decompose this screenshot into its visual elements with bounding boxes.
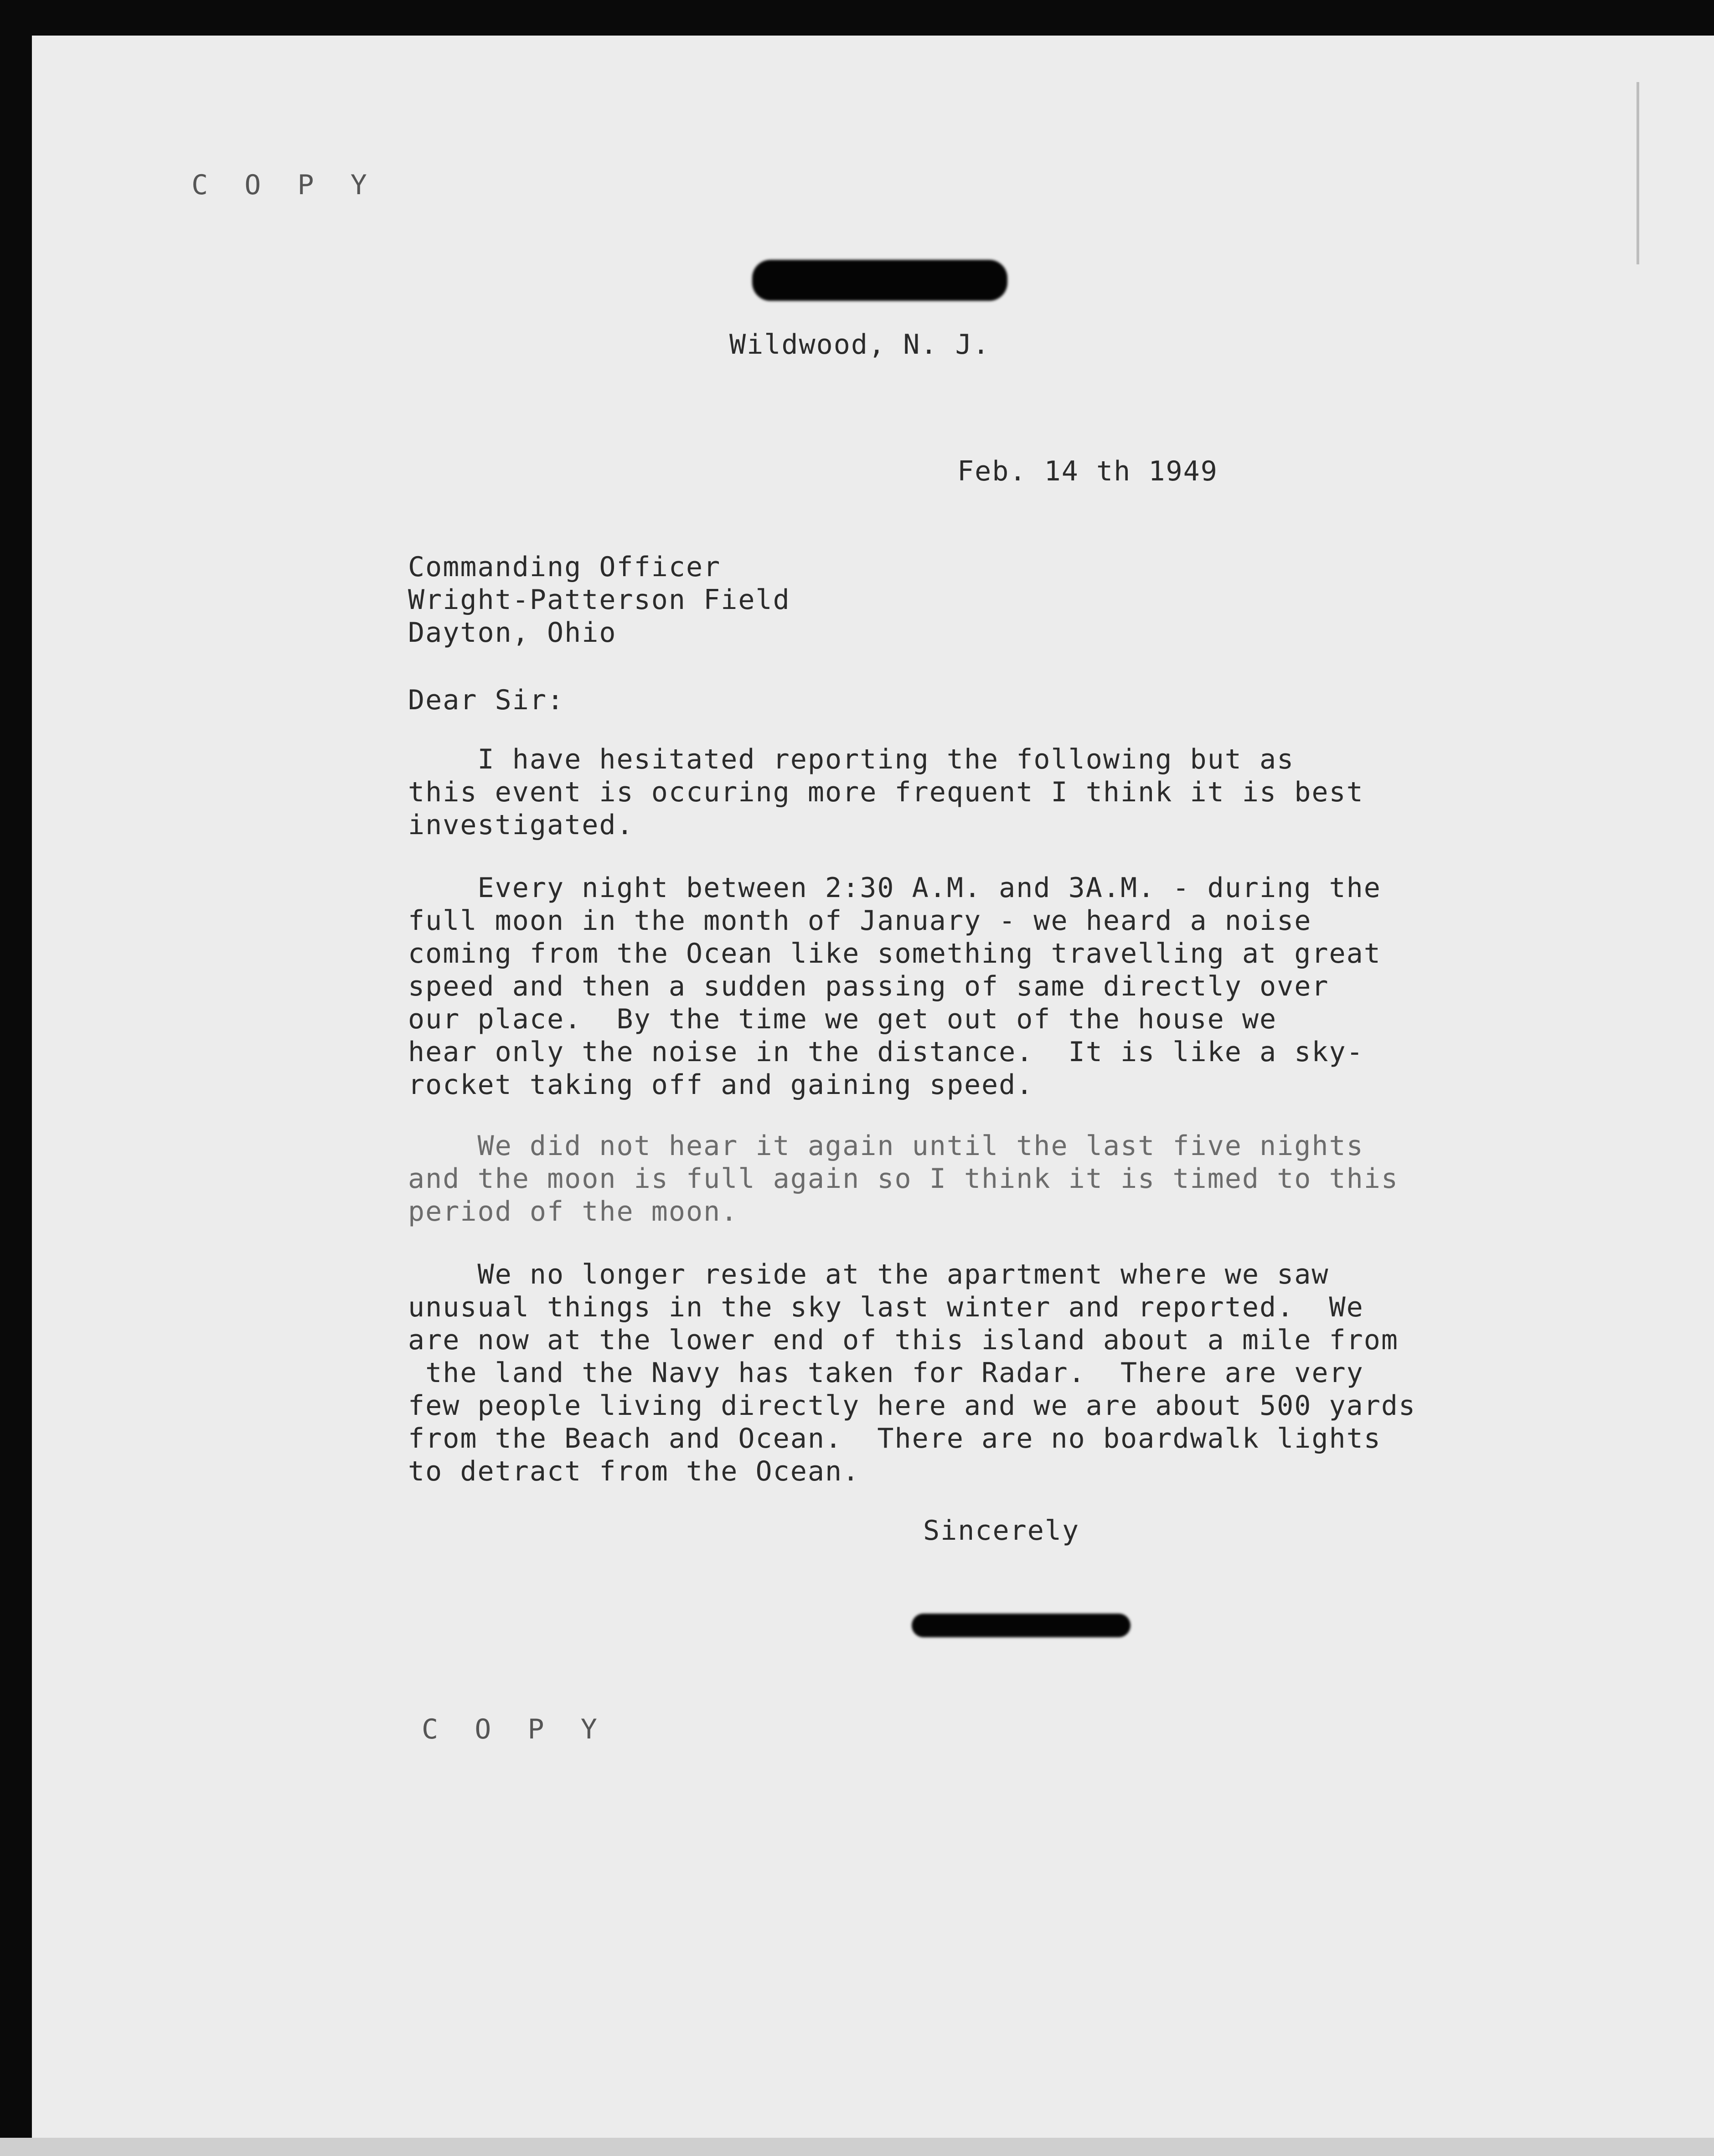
recipient-line-1: Commanding Officer: [408, 551, 721, 583]
paragraph-3-line-2: and the moon is full again so I think it is timed to this: [408, 1163, 1399, 1195]
paragraph-2-line-4: speed and then a sudden passing of same directly over: [408, 970, 1329, 1002]
recipient-line-3: Dayton, Ohio: [408, 617, 617, 649]
paragraph-2-line-2: full moon in the month of January - we heard a noise: [408, 905, 1312, 937]
paragraph-3-line-1: We did not hear it again until the last five nights: [408, 1130, 1364, 1162]
scan-artifact-line: [1637, 82, 1639, 264]
film-border-bottom: [0, 2138, 1714, 2156]
paragraph-4-line-1: We no longer reside at the apartment where we saw: [408, 1259, 1329, 1290]
sender-city: Wildwood, N. J.: [729, 329, 990, 361]
closing: Sincerely: [923, 1515, 1080, 1547]
paragraph-4-line-4: the land the Navy has taken for Radar. There are very: [408, 1357, 1364, 1389]
redacted-signature: [912, 1614, 1131, 1637]
paragraph-2-line-6: hear only the noise in the distance. It is like a sky-: [408, 1036, 1364, 1068]
paragraph-2-line-1: Every night between 2:30 A.M. and 3A.M. - during the: [408, 872, 1381, 904]
paragraph-2-line-3: coming from the Ocean like something travelling at great: [408, 938, 1381, 970]
paragraph-1-line-2: this event is occuring more frequent I think it is best: [408, 776, 1364, 808]
paragraph-1-line-3: investigated.: [408, 809, 634, 841]
letter-date: Feb. 14 th 1949: [957, 455, 1218, 487]
paragraph-4-line-6: from the Beach and Ocean. There are no boardwalk lights: [408, 1423, 1381, 1455]
paragraph-1-line-1: I have hesitated reporting the following but as: [408, 743, 1295, 775]
paragraph-3-line-3: period of the moon.: [408, 1196, 738, 1228]
film-border-top: [0, 0, 1714, 18]
redacted-sender-name: [752, 260, 1007, 301]
copy-stamp-top: C O P Y: [191, 169, 377, 201]
paragraph-4-line-5: few people living directly here and we are about 500 yards: [408, 1390, 1416, 1422]
recipient-line-2: Wright-Patterson Field: [408, 584, 790, 616]
paragraph-2-line-5: our place. By the time we get out of the house we: [408, 1003, 1277, 1035]
copy-stamp-bottom: C O P Y: [422, 1713, 607, 1745]
paragraph-4-line-2: unusual things in the sky last winter and reported. We: [408, 1291, 1364, 1323]
paragraph-4-line-7: to detract from the Ocean.: [408, 1455, 860, 1487]
salutation: Dear Sir:: [408, 684, 565, 716]
paragraph-4-line-3: are now at the lower end of this island about a mile from: [408, 1324, 1399, 1356]
paragraph-2-line-7: rocket taking off and gaining speed.: [408, 1069, 1034, 1101]
